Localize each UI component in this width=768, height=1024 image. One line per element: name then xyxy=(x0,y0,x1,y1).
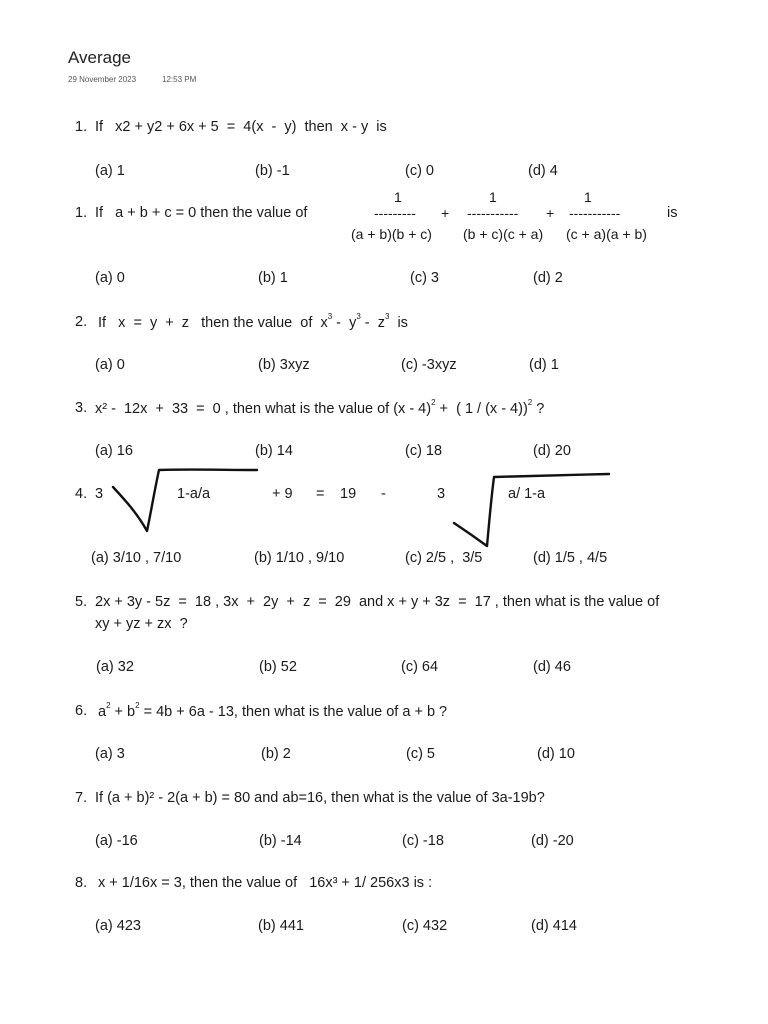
option-c: (c) 5 xyxy=(406,746,435,762)
page-time: 12:53 PM xyxy=(162,75,197,84)
option-c: (c) -3xyz xyxy=(401,357,457,373)
option-a: (a) 1 xyxy=(95,163,125,179)
question-text: $a^2 + b^2 = 4b + 6a - 13$, then what is the value of a + b ? xyxy=(98,701,448,720)
option-a: (a) 3/10 , 7/10 xyxy=(91,550,182,566)
radical-coefficient: 3 xyxy=(437,486,446,502)
radicand: 1-a/a xyxy=(177,486,211,502)
plus-sign: + xyxy=(441,205,450,221)
option-c: (c) 3 xyxy=(410,270,439,286)
option-b: (b) 1/10 , 9/10 xyxy=(254,550,345,566)
option-c: (c) -18 xyxy=(402,833,444,849)
option-a: (a) 423 xyxy=(95,918,141,934)
option-a: (a) 0 xyxy=(95,357,125,373)
fraction-bar: --------- xyxy=(374,205,416,221)
question-number: 4. xyxy=(75,486,88,502)
option-a: (a) 0 xyxy=(95,270,125,286)
radical-coefficient: 3 xyxy=(95,486,104,502)
plus-nine: + 9 xyxy=(272,486,293,502)
option-b: (b) 14 xyxy=(255,443,293,459)
fraction-bar: ----------- xyxy=(569,205,621,221)
question-number: 2. xyxy=(75,314,88,330)
option-d: (d) 1 xyxy=(529,357,559,373)
question-number: 3. xyxy=(75,400,88,416)
question-text-continued: xy + yz + zx ? xyxy=(95,616,188,632)
plus-sign: + xyxy=(546,205,555,221)
question-text: If a + b + c = 0 then the value of xyxy=(95,205,308,221)
option-d: (d) -20 xyxy=(531,833,574,849)
option-d: (d) 2 xyxy=(533,270,563,286)
page-title: Average xyxy=(68,48,132,67)
page-date: 29 November 2023 xyxy=(68,75,137,84)
option-d: (d) 10 xyxy=(537,746,575,762)
option-d: (d) 4 xyxy=(528,163,558,179)
option-b: (b) 441 xyxy=(258,918,304,934)
question-text: If x2 + y2 + 6x + 5 = 4(x - y) then x - y is xyxy=(95,119,387,135)
square-root-symbol xyxy=(454,474,609,546)
option-a: (a) 16 xyxy=(95,443,133,459)
option-a: (a) 3 xyxy=(95,746,125,762)
option-b: (b) -14 xyxy=(259,833,302,849)
option-a: (a) -16 xyxy=(95,833,138,849)
option-a: (a) 32 xyxy=(96,659,134,675)
option-b: (b) 1 xyxy=(258,270,288,286)
equals-sign: = xyxy=(316,486,325,502)
question-text: If x = y + z then the value of $x^3 - y^3 - z^3$ is xyxy=(98,312,408,331)
fraction-numerator: 1 xyxy=(584,189,592,205)
question-number: 8. xyxy=(75,875,88,891)
option-c: (c) 432 xyxy=(402,918,448,934)
fraction-numerator: 1 xyxy=(394,189,402,205)
option-b: (b) 2 xyxy=(261,746,291,762)
minus-sign: - xyxy=(381,486,386,502)
question-text: 2x + 3y - 5z = 18 , 3x + 2y + z = 29 and x + y + 3z = 17 , then what is the value of xyxy=(95,594,660,610)
constant: 19 xyxy=(340,486,357,502)
question-number: 5. xyxy=(75,594,88,610)
option-c: (c) 18 xyxy=(405,443,443,459)
option-c: (c) 0 xyxy=(405,163,434,179)
radicand: a/ 1-a xyxy=(508,486,546,502)
question-number: 1. xyxy=(75,205,88,221)
option-d: (d) 46 xyxy=(533,659,571,675)
question-text: If (a + b)² - 2(a + b) = 80 and ab=16, then what is the value of 3a-19b? xyxy=(95,790,545,806)
option-d: (d) 1/5 , 4/5 xyxy=(533,550,608,566)
question-number: 1. xyxy=(75,119,88,135)
question-number: 6. xyxy=(75,703,88,719)
fraction-denominator: (b + c)(c + a) xyxy=(463,226,544,242)
question-text: x + 1/16x = 3, then the value of 16x³ + 1/ 256x3 is : xyxy=(98,875,433,891)
question-text: x² - 12x + 33 = 0 , then what is the value of (x - 4)$^2$ + ( 1 / (x - 4))$^2$ ? xyxy=(95,398,545,417)
question-number: 7. xyxy=(75,790,88,806)
fraction-denominator: (a + b)(b + c) xyxy=(351,226,432,242)
option-b: (b) 3xyz xyxy=(258,357,310,373)
option-b: (b) 52 xyxy=(259,659,297,675)
option-d: (d) 414 xyxy=(531,918,577,934)
option-c: (c) 64 xyxy=(401,659,439,675)
fraction-bar: ----------- xyxy=(467,205,519,221)
fraction-numerator: 1 xyxy=(489,189,497,205)
question-suffix: is xyxy=(667,205,678,221)
option-b: (b) -1 xyxy=(255,163,290,179)
fraction-denominator: (c + a)(a + b) xyxy=(566,226,647,242)
option-d: (d) 20 xyxy=(533,443,571,459)
option-c: (c) 2/5 , 3/5 xyxy=(405,550,483,566)
